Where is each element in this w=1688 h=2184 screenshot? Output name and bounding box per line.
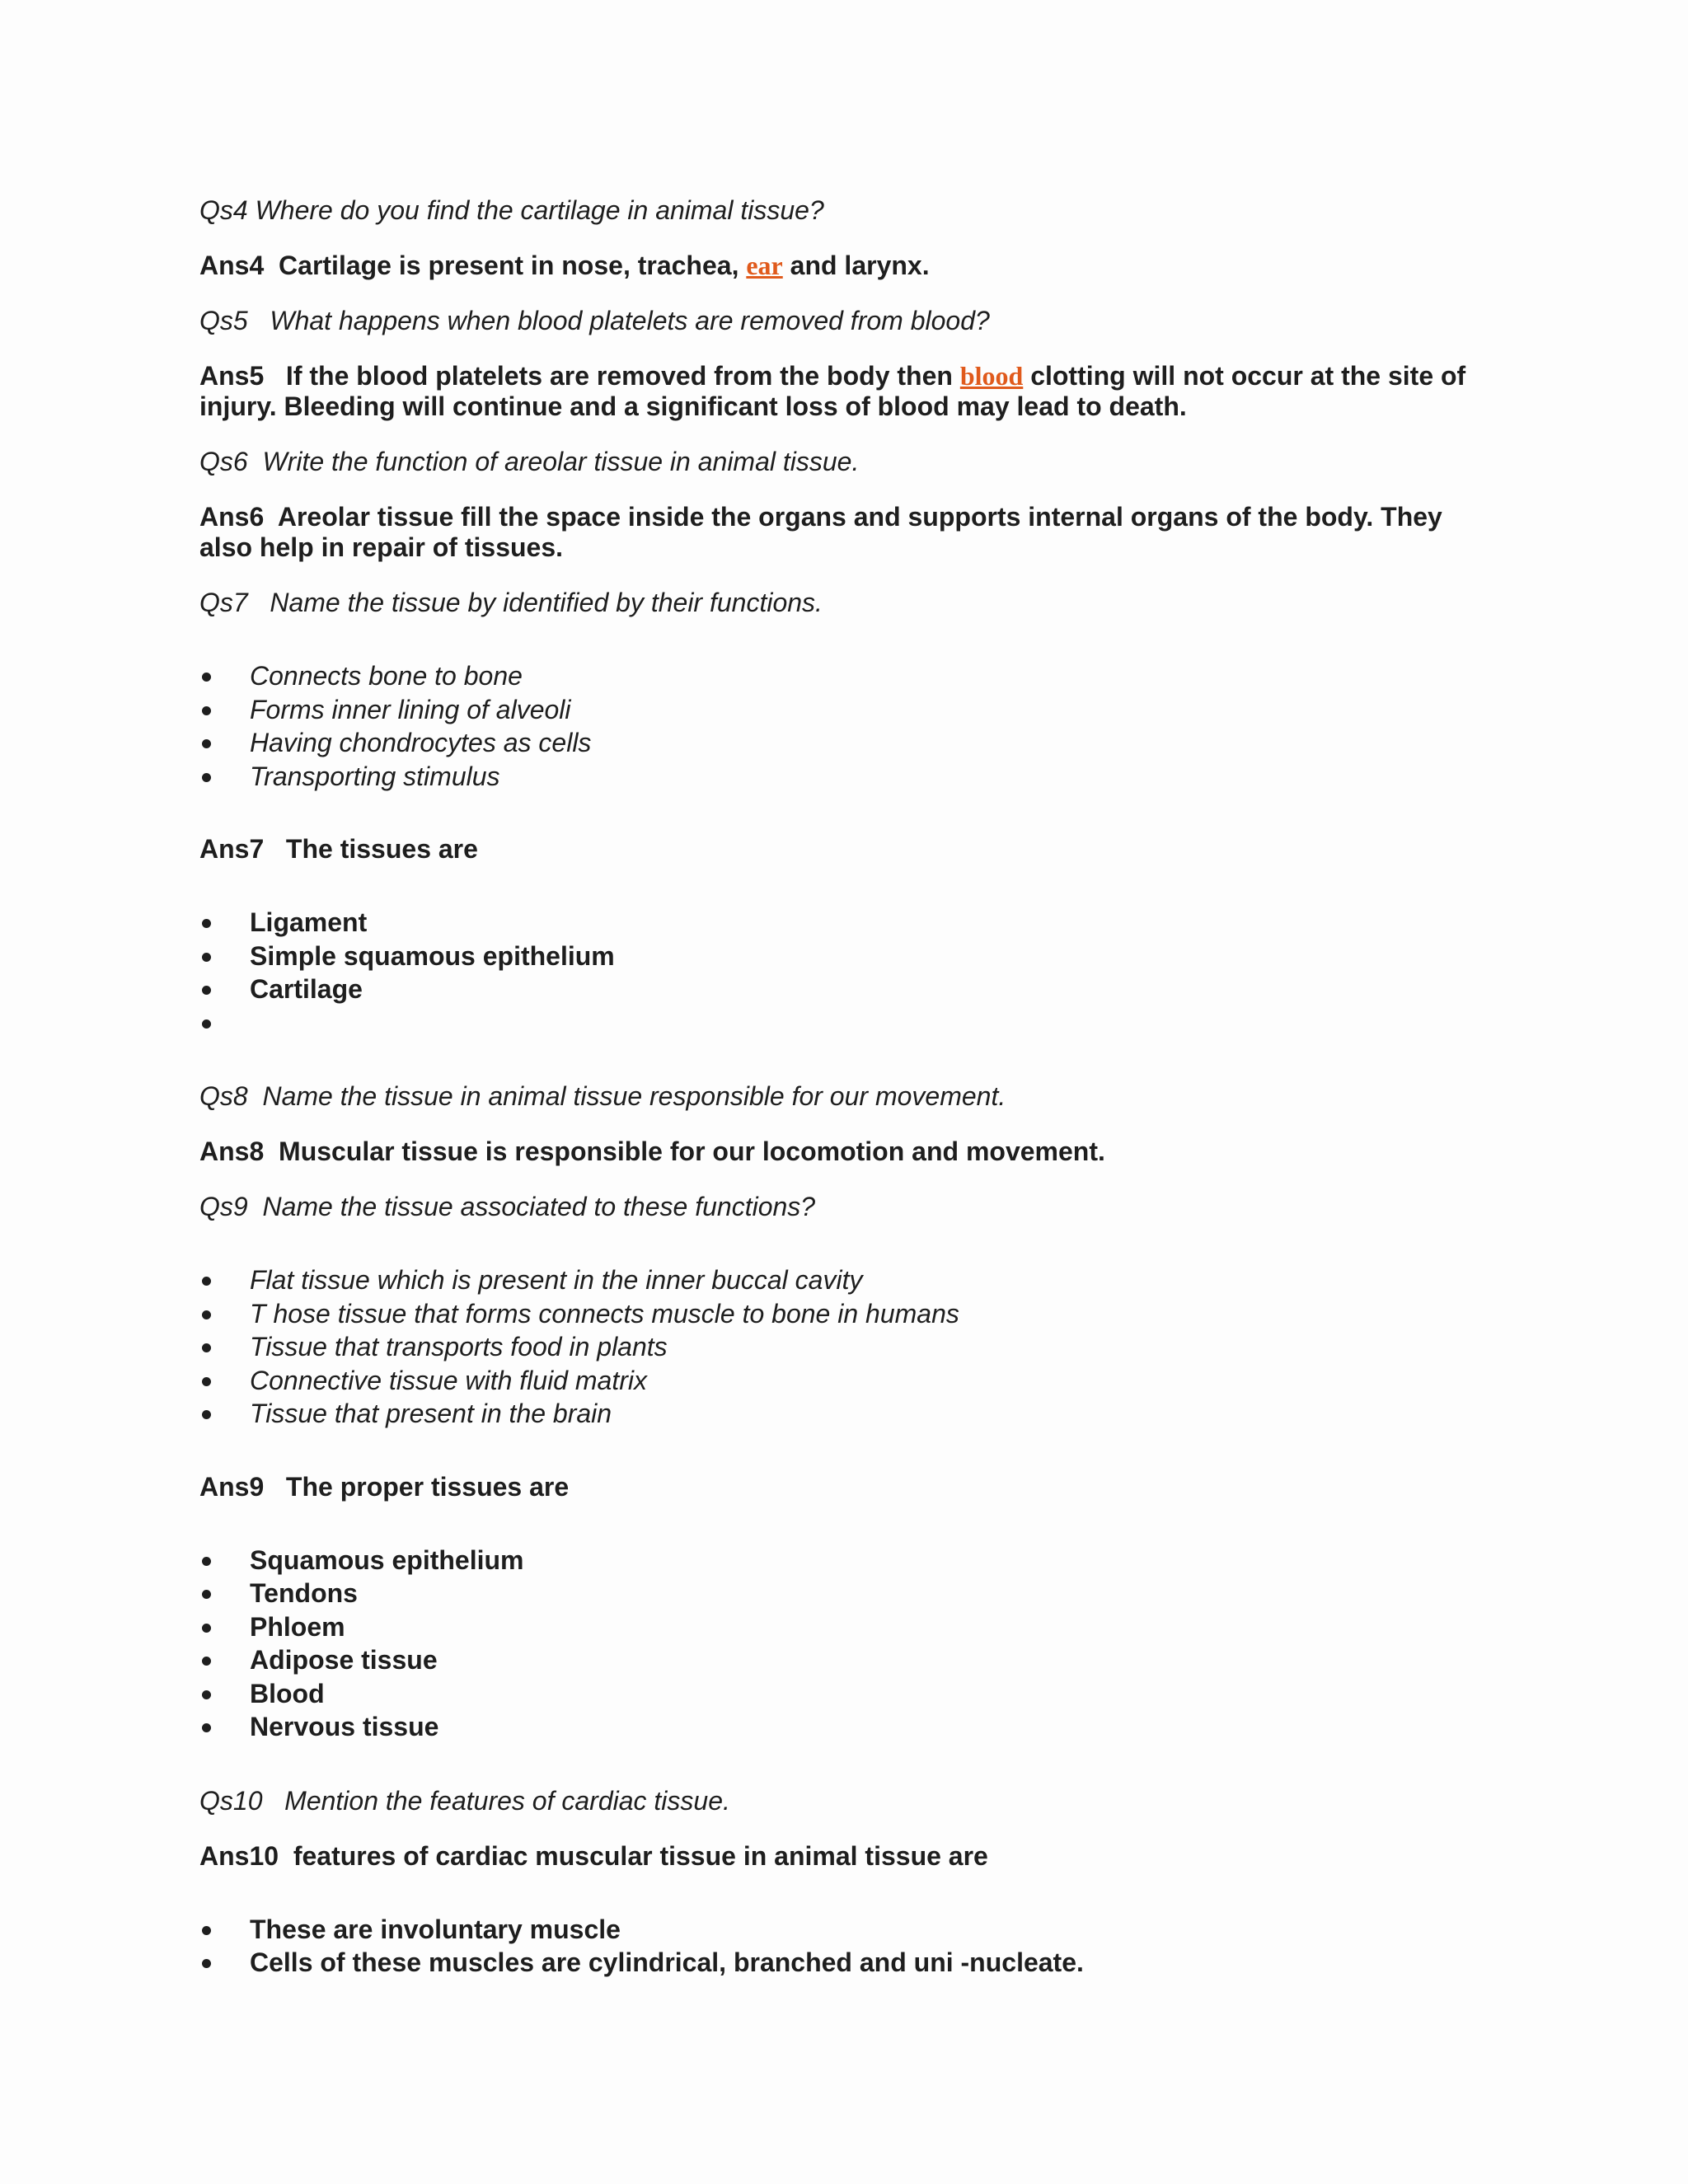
question-text: Write the function of areolar tissue in animal tissue. bbox=[262, 447, 860, 476]
question-7 bbox=[199, 587, 1518, 618]
answer-number: Ans10 bbox=[199, 1840, 279, 1871]
answer-number: Ans7 bbox=[199, 834, 265, 864]
answer-number: Ans5 bbox=[199, 361, 265, 391]
list-item-text: Adipose tissue bbox=[250, 1645, 438, 1675]
answer-text: features of cardiac muscular tissue in animal tissue are bbox=[293, 1840, 988, 1871]
highlighted-word: blood bbox=[959, 361, 1024, 391]
list-item-text: These are involuntary muscle bbox=[250, 1914, 621, 1944]
highlighted-word: ear bbox=[746, 251, 783, 280]
list-item bbox=[199, 1610, 1518, 1644]
bullet-icon bbox=[202, 953, 211, 962]
bullet-icon bbox=[202, 1343, 211, 1352]
list-item bbox=[199, 1397, 1518, 1431]
answer-10-list bbox=[199, 1913, 1518, 1980]
question-text: Mention the features of cardiac tissue. bbox=[284, 1785, 730, 1816]
list-item-text: Tendons bbox=[250, 1578, 358, 1608]
bullet-icon bbox=[202, 739, 211, 748]
answer-text: clotting will not occur at the site of bbox=[1030, 361, 1466, 391]
question-9-list bbox=[199, 1263, 1518, 1431]
bullet-icon bbox=[202, 1926, 211, 1935]
list-item bbox=[199, 659, 1518, 693]
answer-text: and larynx. bbox=[790, 251, 930, 280]
question-number: Qs7 bbox=[199, 588, 248, 617]
answer-number: Ans4 bbox=[199, 251, 265, 280]
bullet-icon bbox=[202, 1019, 211, 1029]
bullet-icon bbox=[202, 1690, 211, 1699]
answer-text: The proper tissues are bbox=[285, 1471, 570, 1502]
list-item-text: Phloem bbox=[250, 1611, 345, 1642]
list-item bbox=[199, 1263, 1518, 1297]
list-item bbox=[199, 1643, 1518, 1677]
list-item bbox=[199, 972, 1518, 1006]
qa-content bbox=[199, 194, 1518, 1980]
question-9 bbox=[199, 1191, 1518, 1222]
bullet-icon bbox=[202, 1624, 211, 1633]
bullet-icon bbox=[202, 1310, 211, 1319]
bullet-icon bbox=[202, 706, 211, 715]
list-item-text: Tissue that present in the brain bbox=[250, 1399, 612, 1428]
list-item bbox=[199, 760, 1518, 794]
list-item-text: Squamous epithelium bbox=[250, 1544, 524, 1575]
list-item-text: Connective tissue with fluid matrix bbox=[250, 1365, 647, 1395]
question-number: Qs9 bbox=[199, 1192, 248, 1221]
question-text: Name the tissue associated to these functions? bbox=[262, 1192, 816, 1221]
bullet-icon bbox=[202, 1590, 211, 1599]
list-item-text: Having chondrocytes as cells bbox=[250, 728, 592, 757]
list-item-text: Cells of these muscles are cylindrical, branched and uni -nucleate. bbox=[250, 1947, 1084, 1977]
question-text: Name the tissue by identified by their functions. bbox=[270, 588, 823, 617]
list-item bbox=[199, 1677, 1518, 1711]
question-4 bbox=[199, 194, 1518, 226]
answer-9 bbox=[199, 1472, 1518, 1502]
bullet-icon bbox=[202, 773, 211, 782]
bullet-icon bbox=[202, 1277, 211, 1286]
answer-6 bbox=[199, 502, 1518, 563]
question-6 bbox=[199, 446, 1518, 477]
question-text: Name the tissue in animal tissue responsible for our movement. bbox=[262, 1081, 1006, 1111]
question-number: Qs10 bbox=[199, 1785, 263, 1816]
question-text: What happens when blood platelets are removed from blood? bbox=[270, 306, 990, 335]
list-item-text: Transporting stimulus bbox=[250, 761, 500, 791]
list-item-text: T hose tissue that forms connects muscle to bone in humans bbox=[250, 1298, 959, 1329]
question-8 bbox=[199, 1080, 1518, 1112]
list-item bbox=[199, 940, 1518, 973]
answer-4 bbox=[199, 251, 1518, 281]
answer-text: Cartilage is present in nose, trachea, bbox=[279, 251, 739, 280]
bullet-icon bbox=[202, 1377, 211, 1386]
answer-text: The tissues are bbox=[285, 834, 478, 864]
list-item-text: Ligament bbox=[250, 907, 368, 937]
list-item bbox=[199, 1544, 1518, 1577]
question-text: Where do you find the cartilage in animal tissue? bbox=[255, 195, 824, 225]
list-item-text: Flat tissue which is present in the inner buccal cavity bbox=[250, 1265, 863, 1295]
list-item-text: Forms inner lining of alveoli bbox=[250, 694, 571, 724]
bullet-icon bbox=[202, 1557, 211, 1566]
answer-text: injury. Bleeding will continue and a significant loss of blood may lead to death. bbox=[199, 391, 1187, 421]
list-item bbox=[199, 1364, 1518, 1398]
bullet-icon bbox=[202, 1723, 211, 1732]
question-5 bbox=[199, 305, 1518, 336]
list-item-text: Blood bbox=[250, 1678, 325, 1708]
question-7-list bbox=[199, 659, 1518, 793]
bullet-icon bbox=[202, 919, 211, 928]
answer-number: Ans9 bbox=[199, 1471, 265, 1502]
answer-10 bbox=[199, 1841, 1518, 1872]
question-10 bbox=[199, 1785, 1518, 1816]
list-item bbox=[199, 1297, 1518, 1331]
list-item bbox=[199, 726, 1518, 760]
list-item-text: Connects bone to bone bbox=[250, 661, 523, 691]
answer-5 bbox=[199, 361, 1518, 422]
list-item-text: Tissue that transports food in plants bbox=[250, 1332, 668, 1361]
answer-8 bbox=[199, 1137, 1518, 1167]
list-item bbox=[199, 1330, 1518, 1364]
list-item-text: Nervous tissue bbox=[250, 1712, 439, 1741]
bullet-icon bbox=[202, 1657, 211, 1666]
answer-text: also help in repair of tissues. bbox=[199, 532, 564, 562]
list-item bbox=[199, 1913, 1518, 1947]
answer-9-list bbox=[199, 1544, 1518, 1744]
answer-text: Areolar tissue fill the space inside the organs and supports internal organs of the body. They bbox=[277, 502, 1442, 532]
list-item-text: Simple squamous epithelium bbox=[250, 940, 615, 971]
list-item bbox=[199, 1577, 1518, 1610]
list-item bbox=[199, 693, 1518, 727]
answer-number: Ans8 bbox=[199, 1137, 265, 1166]
list-item-text: Cartilage bbox=[250, 974, 363, 1004]
answer-text: If the blood platelets are removed from the body then bbox=[285, 361, 953, 391]
question-number: Qs5 bbox=[199, 306, 248, 335]
list-item bbox=[199, 1006, 1518, 1040]
list-item bbox=[199, 1710, 1518, 1744]
bullet-icon bbox=[202, 1410, 211, 1419]
bullet-icon bbox=[202, 986, 211, 995]
list-item bbox=[199, 1946, 1518, 1980]
question-number: Qs4 bbox=[199, 195, 248, 225]
answer-7 bbox=[199, 834, 1518, 865]
list-item bbox=[199, 906, 1518, 940]
answer-7-list bbox=[199, 906, 1518, 1039]
bullet-icon bbox=[202, 673, 211, 682]
question-number: Qs8 bbox=[199, 1081, 248, 1111]
question-number: Qs6 bbox=[199, 447, 248, 476]
answer-text: Muscular tissue is responsible for our locomotion and movement. bbox=[279, 1137, 1105, 1166]
bullet-icon bbox=[202, 1959, 211, 1968]
answer-number: Ans6 bbox=[199, 502, 265, 532]
